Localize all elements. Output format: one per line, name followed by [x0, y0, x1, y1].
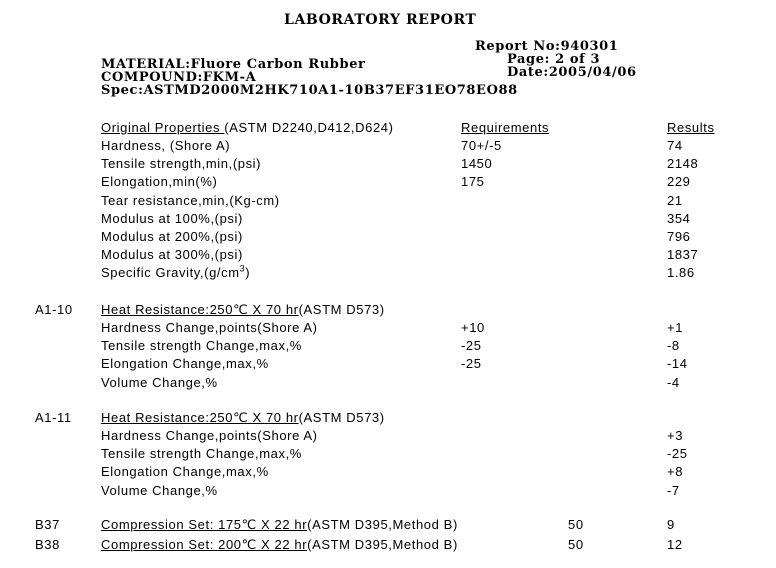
compression-set-standard: (ASTM D395,Method B): [307, 537, 458, 552]
requirement-value: 1450: [461, 156, 493, 172]
section-heading-standard: (ASTM D573): [298, 302, 385, 317]
result-value: +1: [667, 320, 684, 335]
requirement-value: -25: [461, 356, 482, 372]
requirement-value: 50: [568, 537, 584, 552]
section-heading-title: Heat Resistance:250℃ X 70 hr: [101, 302, 299, 317]
compression-set-label: [101, 537, 458, 553]
specific-gravity-result: 1.86: [667, 265, 695, 280]
property-label: Hardness Change,points(Shore A): [101, 320, 318, 335]
property-label: Volume Change,%: [101, 482, 218, 498]
report-date: Date:2005/04/06: [507, 65, 637, 80]
property-label: Hardness, (Shore A): [101, 138, 231, 153]
requirement-value: 50: [568, 517, 584, 532]
requirement-value: +10: [461, 320, 485, 335]
specific-gravity-label: [101, 265, 250, 280]
result-value: -25: [667, 446, 688, 462]
section-heading-standard: (ASTM D573): [298, 410, 385, 425]
result-value: 229: [667, 174, 691, 190]
compression-set-label: [101, 517, 458, 533]
requirements-header: Requirements: [461, 120, 550, 135]
property-label: Elongation Change,max,%: [101, 464, 269, 480]
result-value: 354: [667, 210, 691, 226]
section-code: A1-10: [35, 302, 73, 317]
section-heading-title: Heat Resistance:250℃ X 70 hr: [101, 410, 299, 425]
property-label: Tensile strength Change,max,%: [101, 446, 302, 462]
property-label: Tensile strength,min,(psi): [101, 156, 262, 172]
result-value: +8: [667, 464, 684, 480]
original-properties-standard: (ASTM D2240,D412,D624): [224, 120, 394, 135]
original-properties-header: [101, 120, 394, 135]
property-label: Hardness Change,points(Shore A): [101, 428, 318, 443]
result-value: 2148: [667, 156, 699, 172]
result-value: -14: [667, 356, 688, 372]
report-title: LABORATORY REPORT: [284, 12, 477, 28]
result-value: 74: [667, 138, 683, 153]
section-heading: [101, 302, 385, 318]
property-label: Modulus at 100%,(psi): [101, 210, 243, 226]
compound-line: COMPOUND:FKM-A: [101, 70, 257, 85]
section-code: B38: [35, 537, 60, 552]
result-value: 21: [667, 192, 683, 208]
result-value: 796: [667, 229, 691, 244]
result-value: +3: [667, 428, 684, 443]
property-label: Tensile strength Change,max,%: [101, 338, 302, 354]
section-heading: [101, 410, 385, 426]
material-line: MATERIAL:Fluore Carbon Rubber: [101, 57, 366, 72]
result-value: -8: [667, 338, 680, 354]
compression-set-title: Compression Set: 175℃ X 22 hr: [101, 517, 308, 532]
spec-line: Spec:ASTMD2000M2HK710A1-10B37EF31EO78EO88: [101, 83, 518, 98]
property-label: Elongation,min(%): [101, 174, 218, 190]
page-indicator: Page: 2 of 3: [507, 52, 601, 67]
specific-gravity-superscript: 3: [239, 263, 246, 274]
result-value: 12: [667, 537, 683, 552]
specific-gravity-text: Specific Gravity,(g/cm: [101, 265, 240, 280]
result-value: -7: [667, 482, 680, 498]
property-label: Tear resistance,min,(Kg-cm): [101, 192, 280, 208]
report-number: Report No:940301: [475, 39, 619, 54]
section-code: B37: [35, 517, 60, 532]
requirement-value: 70+/-5: [461, 138, 502, 153]
result-value: -4: [667, 374, 680, 390]
requirement-value: 175: [461, 174, 485, 190]
property-label: Elongation Change,max,%: [101, 356, 269, 372]
property-label: Modulus at 300%,(psi): [101, 247, 243, 263]
results-header: Results: [667, 120, 715, 135]
original-properties-heading: Original Properties: [101, 120, 225, 135]
requirement-value: -25: [461, 338, 482, 354]
section-code: A1-11: [35, 410, 72, 425]
specific-gravity-close: ): [245, 265, 251, 280]
result-value: 1837: [667, 247, 699, 263]
compression-set-standard: (ASTM D395,Method B): [307, 517, 458, 532]
property-label: Modulus at 200%,(psi): [101, 229, 243, 244]
compression-set-title: Compression Set: 200℃ X 22 hr: [101, 537, 308, 552]
property-label: Volume Change,%: [101, 374, 218, 390]
result-value: 9: [667, 517, 675, 532]
